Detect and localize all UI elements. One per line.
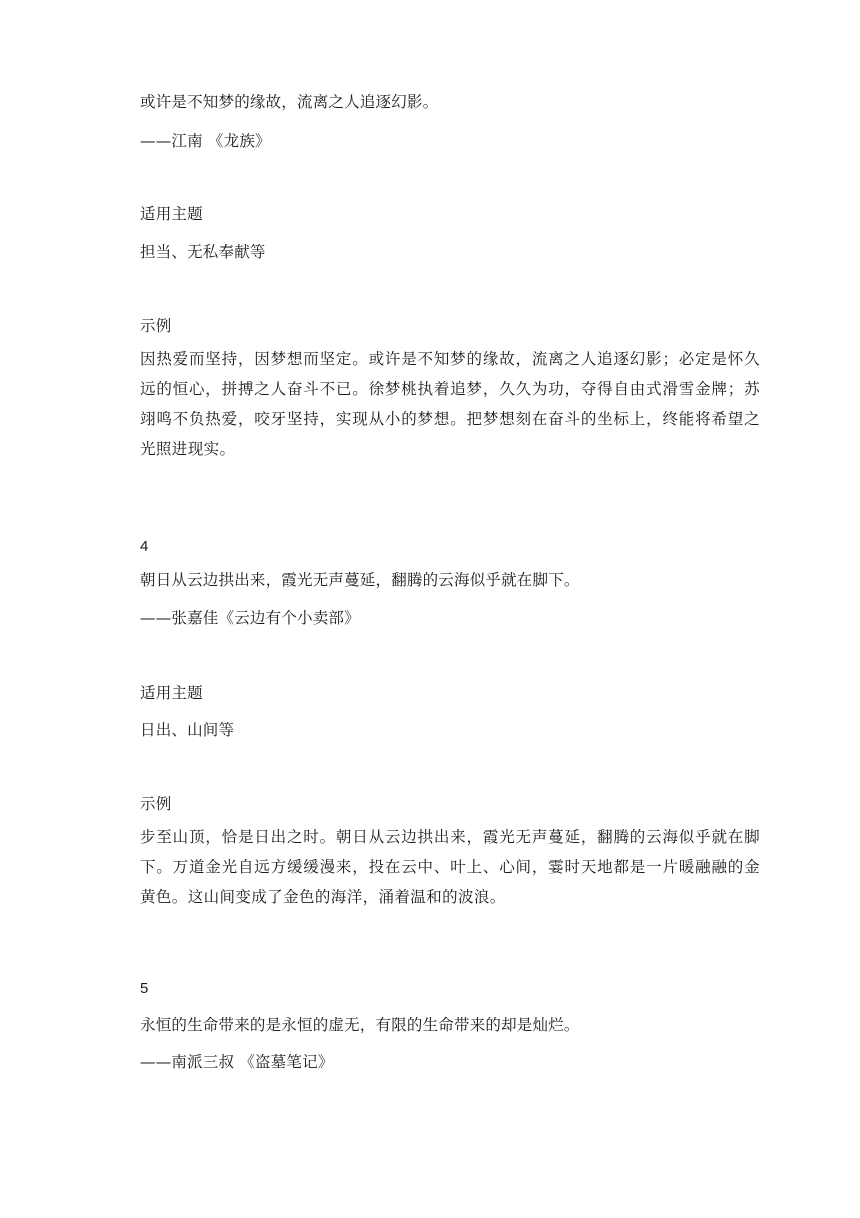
entry3-example-text: 因热爱而坚持，因梦想而坚定。或许是不知梦的缘故，流离之人追逐幻影；必定是怀久远的恒心，拼搏之人奋斗不已。徐梦桃执着追梦，久久为功，夺得自由式滑雪金牌；苏翊鸣不负热爱，咬牙坚持，实现从小的梦想。把梦想刻在奋斗的坐标上，终能将希望之光照进现实。 [140, 350, 760, 458]
entry3-source: ——江南 《龙族》 [140, 132, 271, 150]
entry3-quote: 或许是不知梦的缘故，流离之人追逐幻影。 [140, 93, 439, 111]
entry4-example-text: 步至山顶，恰是日出之时。朝日从云边拱出来，霞光无声蔓延，翻腾的云海似乎就在脚下。万道金光自远方缓缓漫来，投在云中、叶上、心间，霎时天地都是一片暖融融的金黄色。这山间变成了金色的海洋，涌着温和的波浪。 [140, 828, 760, 906]
entry3-theme-label: 适用主题 [140, 205, 203, 223]
entry4-number: 4 [140, 538, 149, 555]
entry4-theme-value: 日出、山间等 [140, 721, 235, 739]
entry4-theme-label: 适用主题 [140, 684, 203, 702]
entry3-theme-value: 担当、无私奉献等 [140, 243, 266, 261]
entry4-source: ——张嘉佳《云边有个小卖部》 [140, 609, 360, 627]
entry5-quote: 永恒的生命带来的是永恒的虚无，有限的生命带来的却是灿烂。 [140, 1016, 580, 1034]
entry3-example-label: 示例 [140, 317, 172, 335]
entry4-example-label: 示例 [140, 795, 172, 813]
entry5-number: 5 [140, 980, 149, 997]
entry4-quote: 朝日从云边拱出来，霞光无声蔓延，翻腾的云海似乎就在脚下。 [140, 571, 580, 589]
entry5-source: ——南派三叔 《盗墓笔记》 [140, 1053, 334, 1071]
